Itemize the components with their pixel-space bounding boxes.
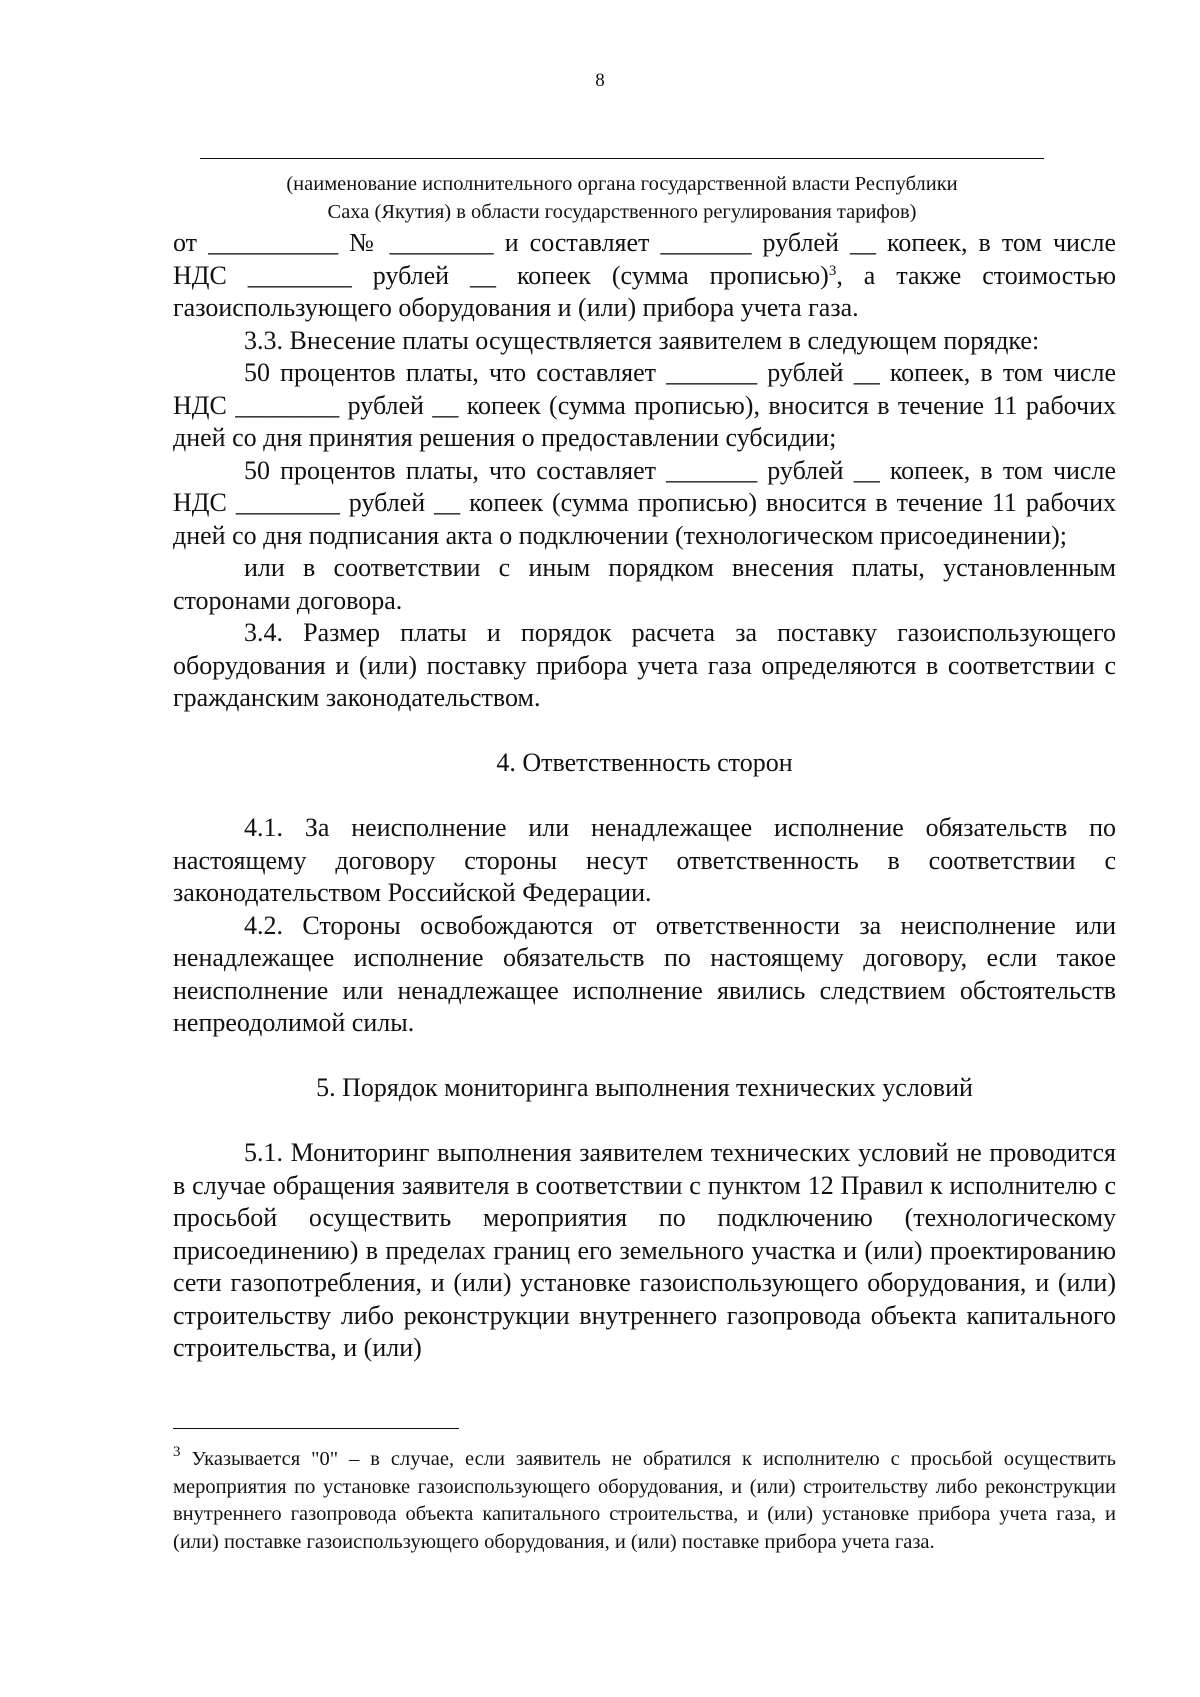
spacer <box>173 780 1116 813</box>
spacer <box>173 1105 1116 1138</box>
footnote-mark: 3 <box>173 1444 181 1460</box>
footnote <box>173 1446 1116 1556</box>
footnote-reference[interactable]: 3 <box>828 262 837 279</box>
signature-blank-line <box>200 158 1044 159</box>
section-5-heading: 5. Порядок мониторинга выполнения технических условий <box>316 1073 973 1102</box>
paragraph-3-4: 3.4. Размер платы и порядок расчета за поставку газоиспользующего оборудования и (или) поставку прибора учета газа определяются в соответствии с гражданским законодательством. <box>173 618 1116 712</box>
paragraph-fee-text: от __________ № ________ и составляет _______ рублей __ копеек, в том числе НДС ________ рублей __ копеек (сумма прописью) <box>173 228 1116 290</box>
caption-line-2: Саха (Якутия) в области государственного регулирования тарифов) <box>327 201 917 223</box>
paragraph-fee-amount <box>173 227 1116 325</box>
caption-line-1: (наименование исполнительного органа государственной власти Республики <box>286 173 958 195</box>
paragraph-3-3: 3.3. Внесение платы осуществляется заявителем в следующем порядке: <box>244 325 1040 355</box>
section-4-heading: 4. Ответственность сторон <box>496 748 793 777</box>
paragraph-4-2: 4.2. Стороны освобождаются от ответственности за неисполнение или ненадлежащее исполнение обязательств по настоящему договору, если такое неисполнение или ненадлежащее исполнение явились следствием обстоятельств непреодолимой силы. <box>173 910 1116 1037</box>
page-number: 8 <box>595 70 605 91</box>
footnote-paragraph <box>173 1446 1116 1556</box>
document-body <box>173 227 1116 1365</box>
paragraph-fee-text-end: , а также стоимостью газоиспользующего оборудования и (или) прибора учета газа. <box>173 260 1116 322</box>
paragraph-second-payment: 50 процентов платы, что составляет _______ рублей __ копеек, в том числе НДС ________ рублей __ копеек (сумма прописью) вносится в течение 11 рабочих дней со дня подписания акта о подключении (технологическом присоединении); <box>173 455 1116 550</box>
paragraph-first-payment: 50 процентов платы, что составляет _______ рублей __ копеек, в том числе НДС ________ рублей __ копеек (сумма прописью), вносится в течение 11 рабочих дней со дня принятия решения о предоставлении субсидии; <box>173 358 1116 452</box>
footnote-separator <box>173 1428 459 1429</box>
authority-caption <box>200 170 1044 226</box>
paragraph-other-order: или в соответствии с иным порядком внесения платы, установленным сторонами договора. <box>173 553 1116 615</box>
paragraph-5-1: 5.1. Мониторинг выполнения заявителем технических условий не проводится в случае обращения заявителя в соответствии с пунктом 12 Правил к исполнителю с просьбой осуществить мероприятия по подключению (технологическому присоединению) в пределах границ его земельного участка и (или) проектированию сети газопотребления, и (или) установке газоиспользующего оборудования, и (или) строительству либо реконструкции внутреннего газопровода объекта капитального строительства, и (или) <box>173 1138 1116 1362</box>
footnote-text: Указывается "0" – в случае, если заявитель не обратился к исполнителю с просьбой осуществить мероприятия по установке газоиспользующего оборудования, и (или) строительству либо реконструкции внутреннего газопровода объекта капитального строительства, и (или) установке прибора учета газа, и (или) поставке газоиспользующего оборудования, и (или) поставке прибора учета газа. <box>173 1448 1116 1553</box>
spacer <box>173 1040 1116 1073</box>
paragraph-4-1: 4.1. За неисполнение или ненадлежащее исполнение обязательств по настоящему договору стороны несут ответственность в соответствии с законодательством Российской Федерации. <box>173 813 1116 907</box>
spacer <box>173 715 1116 748</box>
